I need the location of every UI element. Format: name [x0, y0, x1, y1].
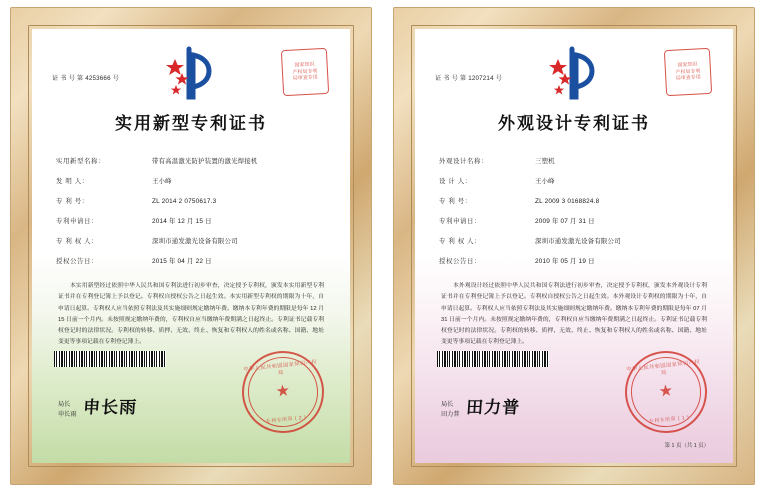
- certificate-fields: [56, 156, 326, 265]
- signature-title: 局长: [441, 401, 454, 409]
- field-label: 发 明 人：: [56, 178, 89, 185]
- field-value: 2009 年 07 月 31 日: [535, 218, 595, 225]
- seal-line-3: 局审查专用: [292, 74, 318, 83]
- inspection-seal-stamp: [281, 48, 329, 96]
- signature-printed-name: 田力普: [441, 410, 460, 418]
- field-row: [439, 256, 709, 265]
- field-row: [56, 156, 326, 165]
- seal-arc-bottom: 专利专用章 ( 1 ): [648, 414, 690, 425]
- seal-star-icon: ★: [274, 382, 291, 401]
- field-label: 专 利 权 人：: [439, 238, 482, 245]
- seal-line-2: 产权局专利: [675, 67, 701, 76]
- signature-labels: [58, 400, 77, 419]
- field-value: ZL 2009 3 0168824.8: [535, 198, 600, 205]
- field-label: 专 利 权 人：: [56, 238, 99, 245]
- certificate-sheet-utility-model: [32, 29, 350, 463]
- field-label: 专利申请日：: [56, 218, 98, 225]
- certificate-frame-utility-model: [10, 7, 372, 485]
- field-row: [439, 156, 709, 165]
- field-value: 2010 年 05 月 19 日: [535, 258, 595, 265]
- barcode: [54, 351, 166, 367]
- certificate-header: [435, 45, 713, 107]
- field-label: 授权公告日：: [56, 258, 98, 265]
- frame-inner: [415, 29, 733, 463]
- signature-block: [58, 400, 137, 419]
- seal-arc-top: 中华人民共和国国家知识产权局: [243, 359, 318, 377]
- field-value: 王小峰: [152, 178, 172, 185]
- field-label: 设 计 人：: [439, 178, 472, 185]
- official-round-seal: [621, 347, 711, 437]
- signature-labels: [441, 400, 460, 419]
- field-label: 专 利 号：: [56, 198, 89, 205]
- field-value: 带有高温激光防护装置的激光焊接机: [152, 158, 258, 165]
- certificate-fields: [439, 156, 709, 265]
- field-value: 三塑机: [535, 158, 555, 165]
- field-row: [56, 236, 326, 245]
- field-value: 深圳市通发激光设备有限公司: [152, 238, 238, 245]
- field-label: 授权公告日：: [439, 258, 481, 265]
- certificate-title: 实用新型专利证书: [115, 114, 267, 134]
- field-value: 深圳市通发激光设备有限公司: [535, 238, 621, 245]
- certificate-sheet-design-patent: [415, 29, 733, 463]
- official-round-seal: [238, 347, 328, 437]
- field-row: [56, 216, 326, 225]
- seal-line-2: 产权局专利: [292, 67, 318, 76]
- field-label: 实用新型名称：: [56, 158, 105, 165]
- certificate-body-text: 本外观设计经过依照中华人民共和国专利法进行初步审查，决定授予专利权，颁发本外观设计专利证书并在专利登记簿上予以登记。专利权自授权公告之日起生效。本外观设计专利权的期限为十年，自申请日起算。专利权人应当依照专利法及其实施细则规定缴纳年费。缴纳本专利年费的期限是每年 07 月 31 日前一个月内。未按照规定缴纳年费的，专利权自应当缴纳年费期满之日起终止。专利证书记载专利权登记时的法律状况。专利权的转移、质押、无效、终止、恢复和专利权人的姓名或名称、国籍、地址变更等事项记载在专利登记簿上。: [441, 283, 707, 346]
- page-footer: 第 1 页（共 1 页）: [664, 443, 709, 449]
- seal-arc-top: 中华人民共和国国家知识产权局: [626, 359, 701, 377]
- field-value: ZL 2014 2 0750617.3: [152, 198, 217, 205]
- signature-title: 局长: [58, 401, 71, 409]
- certificate-number: 证 书 号 第 1207214 号: [435, 75, 503, 82]
- frame-inner: [32, 29, 350, 463]
- field-label: 外观设计名称：: [439, 158, 488, 165]
- certificate-body-text: 本实用新型经过依照中华人民共和国专利法进行初步审查，决定授予专利权，颁发本实用新型专利证书并在专利登记簿上予以登记。专利权自授权公告之日起生效。本实用新型专利权的期限为十年，自申请日起算。专利权人应当依照专利法及其实施细则规定缴纳年费。缴纳本专利年费的期限是每年 12 月 15 日前一个月内。未按照规定缴纳年费的，专利权自应当缴纳年费期满之日起终止。专利证书记载专利权登记时的法律状况。专利权的转移、质押、无效、终止、恢复和专利权人的姓名或名称、国籍、地址变更等事项记载在专利登记簿上。: [58, 283, 324, 346]
- certificate-number: 证 书 号 第 4253666 号: [52, 75, 120, 82]
- signature-handwriting: 田力普: [464, 398, 521, 418]
- seal-line-1: 国家知识: [294, 61, 315, 69]
- field-row: [56, 196, 326, 205]
- field-row: [439, 176, 709, 185]
- seal-line-3: 局审查专用: [675, 74, 701, 83]
- barcode: [437, 351, 549, 367]
- field-row: [439, 236, 709, 245]
- sipo-logo-icon: [542, 45, 606, 101]
- field-row: [56, 256, 326, 265]
- signature-handwriting: 申长雨: [81, 398, 138, 418]
- certificate-frame-design-patent: [393, 7, 755, 485]
- certificate-header: [52, 45, 330, 107]
- certificate-title: 外观设计专利证书: [498, 114, 650, 134]
- seal-arc-bottom: 专利专用章 ( 2 ): [265, 414, 307, 425]
- signature-block: [441, 400, 520, 419]
- field-label: 专 利 号：: [439, 198, 472, 205]
- field-value: 王小峰: [535, 178, 555, 185]
- seal-line-1: 国家知识: [677, 61, 698, 69]
- field-row: [439, 216, 709, 225]
- field-value: 2015 年 04 月 22 日: [152, 258, 212, 265]
- field-row: [56, 176, 326, 185]
- inspection-seal-stamp: [664, 48, 712, 96]
- signature-printed-name: 申长雨: [58, 410, 77, 418]
- field-value: 2014 年 12 月 15 日: [152, 218, 212, 225]
- seal-star-icon: ★: [657, 382, 674, 401]
- sipo-logo-icon: [159, 45, 223, 101]
- field-row: [439, 196, 709, 205]
- field-label: 专利申请日：: [439, 218, 481, 225]
